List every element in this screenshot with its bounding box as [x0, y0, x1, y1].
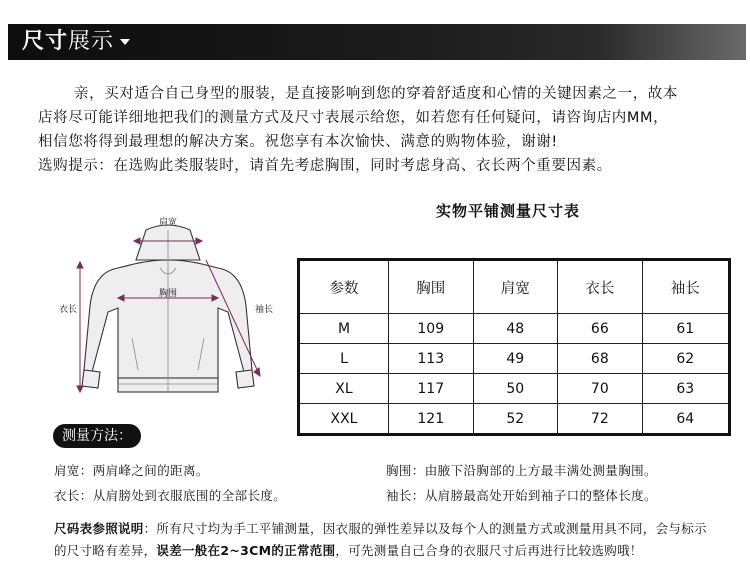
table-cell: 48 — [473, 314, 558, 344]
table-cell: 61 — [642, 314, 729, 344]
table-cell: 109 — [389, 314, 474, 344]
intro-line: 店将尽可能详细地把我们的测量方式及尺寸表展示给您，如若您有任何疑问，请咨询店内MM， — [38, 110, 669, 126]
length-definition: 衣长：从肩膀处到衣服底围的全部长度。 — [54, 488, 287, 503]
shoulder-definition: 肩宽：两肩峰之间的距离。 — [54, 463, 209, 478]
table-cell: M — [299, 314, 389, 344]
size-table — [297, 258, 731, 436]
table-cell: 64 — [642, 404, 729, 435]
note-line — [54, 540, 734, 562]
table-cell: 68 — [558, 344, 643, 374]
table-header-cell: 袖长 — [642, 260, 729, 314]
chest-label: 胸围 — [158, 289, 178, 299]
note-text: 的尺寸略有差异， — [54, 543, 157, 558]
table-cell: 49 — [473, 344, 558, 374]
table-row — [299, 404, 730, 435]
section-title-bold: 尺寸 — [22, 29, 69, 54]
intro-tip: 选购提示：在选购此类服装时，请首先考虑胸围，同时考虑身高、衣长两个重要因素。 — [38, 158, 612, 174]
note-text: ：所有尺寸均为手工平铺测量，因衣服的弹性差异以及每个人的测量方式或测量用具不同，会与标示 — [143, 521, 707, 536]
sleeve-label: 袖长 — [254, 305, 274, 315]
size-note — [54, 518, 734, 562]
table-cell: 52 — [473, 404, 558, 435]
jacket-diagram — [48, 208, 288, 428]
chest-definition: 胸围：由腋下沿胸部的上方最丰满处测量胸围。 — [386, 463, 657, 478]
measure-method-label: 测量方法： — [53, 424, 141, 448]
section-title — [22, 27, 130, 57]
note-emphasis: 误差一般在2~3CM的正常范围 — [156, 543, 336, 558]
table-header-cell: 衣长 — [558, 260, 643, 314]
intro-line: 亲，买对适合自己身型的服装，是直接影响到您的穿着舒适度和心情的关键因素之一，故本 — [74, 86, 678, 102]
note-text: ，可先测量自己合身的衣服尺寸后再进行比较选购哦！ — [335, 543, 643, 558]
sleeve-definition: 袖长：从肩膀最高处开始到袖子口的整体长度。 — [386, 488, 657, 503]
caret-down-icon — [120, 39, 130, 45]
table-cell: 62 — [642, 344, 729, 374]
table-header-cell: 参数 — [299, 260, 389, 314]
intro-line: 相信您将得到最理想的解决方案。祝您享有本次愉快、满意的购物体验，谢谢! — [38, 134, 558, 150]
length-label: 衣长 — [58, 305, 78, 315]
table-cell: L — [299, 344, 389, 374]
table-cell: 121 — [389, 404, 474, 435]
table-header-row — [299, 260, 730, 314]
table-cell: 72 — [558, 404, 643, 435]
table-row — [299, 374, 730, 404]
table-cell: XL — [299, 374, 389, 404]
shoulder-label: 肩宽 — [158, 218, 178, 228]
note-line — [54, 518, 734, 540]
table-cell: 113 — [389, 344, 474, 374]
table-cell: 117 — [389, 374, 474, 404]
size-table-title: 实物平铺测量尺寸表 — [436, 202, 581, 220]
table-header-cell: 胸围 — [389, 260, 474, 314]
note-heading: 尺码表参照说明 — [54, 521, 144, 536]
table-cell: 50 — [473, 374, 558, 404]
table-cell: 70 — [558, 374, 643, 404]
table-header-cell: 肩宽 — [473, 260, 558, 314]
table-cell: 63 — [642, 374, 729, 404]
table-cell: 66 — [558, 314, 643, 344]
intro-text — [38, 82, 722, 178]
table-row — [299, 344, 730, 374]
table-row — [299, 314, 730, 344]
header-bar — [8, 24, 746, 60]
section-title-light: 展示 — [68, 29, 115, 54]
table-cell: XXL — [299, 404, 389, 435]
